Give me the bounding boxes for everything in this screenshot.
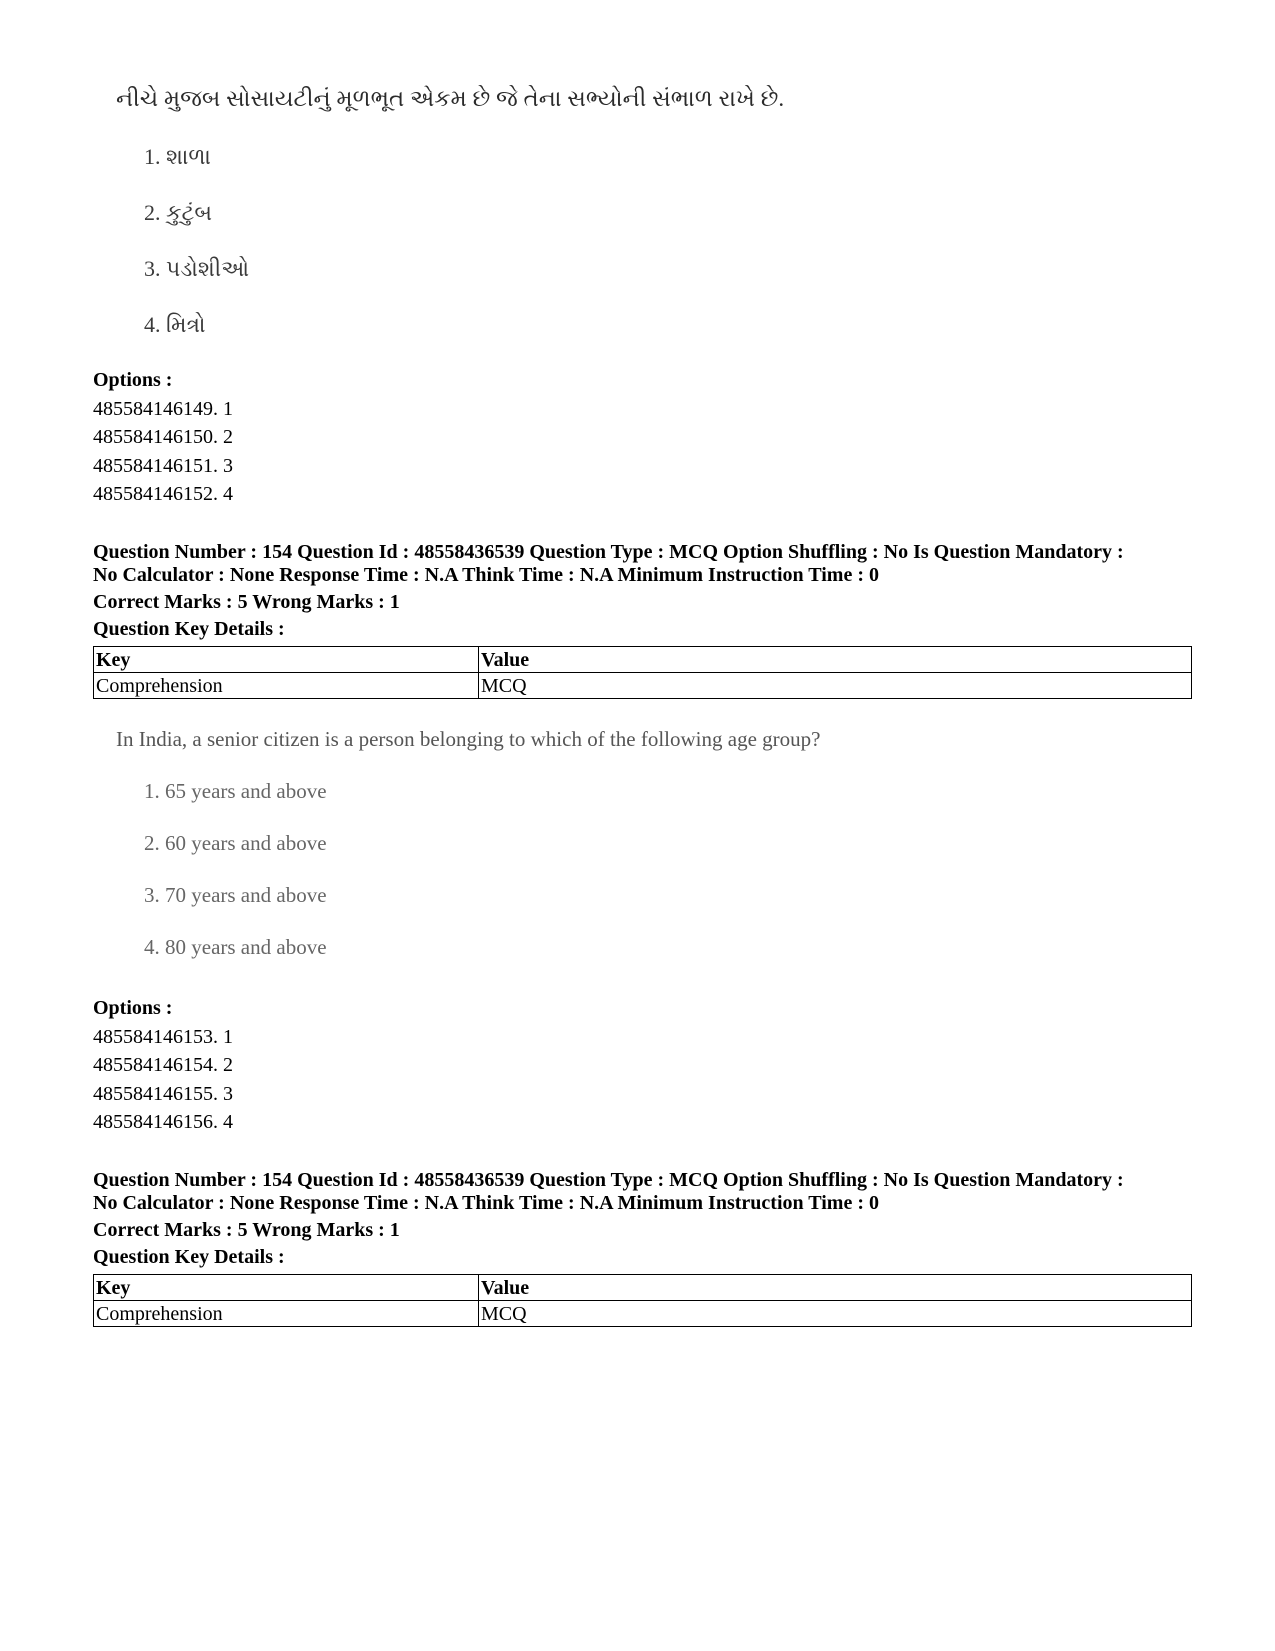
question-b-choice-4: 4. 80 years and above xyxy=(144,935,327,959)
key-details-table-2 xyxy=(93,1274,1192,1327)
table-header-row xyxy=(94,647,1192,673)
meta-line-1: Question Number : 154 Question Id : 48558436539 Question Type : MCQ Option Shuffling : No Is Question Mandatory : xyxy=(93,541,1124,563)
question-meta-2 xyxy=(93,1169,1203,1269)
option-item: 485584146151. 3 xyxy=(93,454,233,477)
options-label: Options : xyxy=(93,369,173,391)
key-details-label: Question Key Details : xyxy=(93,618,285,640)
option-item: 485584146149. 1 xyxy=(93,397,233,420)
table-row xyxy=(94,673,1192,699)
table-cell-value: MCQ xyxy=(479,673,1192,699)
table-header-row xyxy=(94,1275,1192,1301)
marks-line: Correct Marks : 5 Wrong Marks : 1 xyxy=(93,1219,400,1241)
option-item: 485584146155. 3 xyxy=(93,1082,233,1105)
question-a-stem: નીચે મુજબ સોસાયટીનું મૂળભૂત એકમ છે જે તેના સભ્યોની સંભાળ રાખે છે. xyxy=(116,86,785,111)
table-header-key: Key xyxy=(94,647,479,673)
option-item: 485584146150. 2 xyxy=(93,426,233,448)
question-b-options xyxy=(93,994,1193,1137)
question-meta-1 xyxy=(93,541,1203,641)
meta-line-2: No Calculator : None Response Time : N.A Think Time : N.A Minimum Instruction Time : 0 xyxy=(93,564,879,586)
question-a-options xyxy=(93,366,1193,509)
question-a-choice-2: 2. કુટુંબ xyxy=(144,200,213,225)
option-item: 485584146156. 4 xyxy=(93,1111,233,1133)
question-a-choice-3: 3. પડોશીઓ xyxy=(144,256,250,281)
question-b-stem: In India, a senior citizen is a person belonging to which of the following age group? xyxy=(116,727,821,751)
question-a-choice-4: 4. મિત્રો xyxy=(144,312,206,337)
meta-line-1: Question Number : 154 Question Id : 48558436539 Question Type : MCQ Option Shuffling : No Is Question Mandatory : xyxy=(93,1169,1124,1191)
key-details-table-1 xyxy=(93,646,1192,699)
question-b-choice-2: 2. 60 years and above xyxy=(144,831,327,855)
table-header-key: Key xyxy=(94,1275,479,1301)
key-details-label: Question Key Details : xyxy=(93,1246,285,1268)
question-b-choice-3: 3. 70 years and above xyxy=(144,883,327,907)
table-header-value: Value xyxy=(479,647,1192,673)
marks-line: Correct Marks : 5 Wrong Marks : 1 xyxy=(93,591,400,613)
question-b-choice-1: 1. 65 years and above xyxy=(144,779,327,803)
question-a-choice-1: 1. શાળા xyxy=(144,144,211,169)
question-b-image xyxy=(116,727,936,967)
question-a-image xyxy=(116,86,916,346)
table-cell-key: Comprehension xyxy=(94,1301,479,1327)
option-item: 485584146152. 4 xyxy=(93,483,233,505)
option-item: 485584146153. 1 xyxy=(93,1025,233,1048)
options-label: Options : xyxy=(93,997,173,1019)
table-row xyxy=(94,1301,1192,1327)
table-cell-value: MCQ xyxy=(479,1301,1192,1327)
option-item: 485584146154. 2 xyxy=(93,1054,233,1076)
meta-line-2: No Calculator : None Response Time : N.A Think Time : N.A Minimum Instruction Time : 0 xyxy=(93,1192,879,1214)
table-header-value: Value xyxy=(479,1275,1192,1301)
table-cell-key: Comprehension xyxy=(94,673,479,699)
